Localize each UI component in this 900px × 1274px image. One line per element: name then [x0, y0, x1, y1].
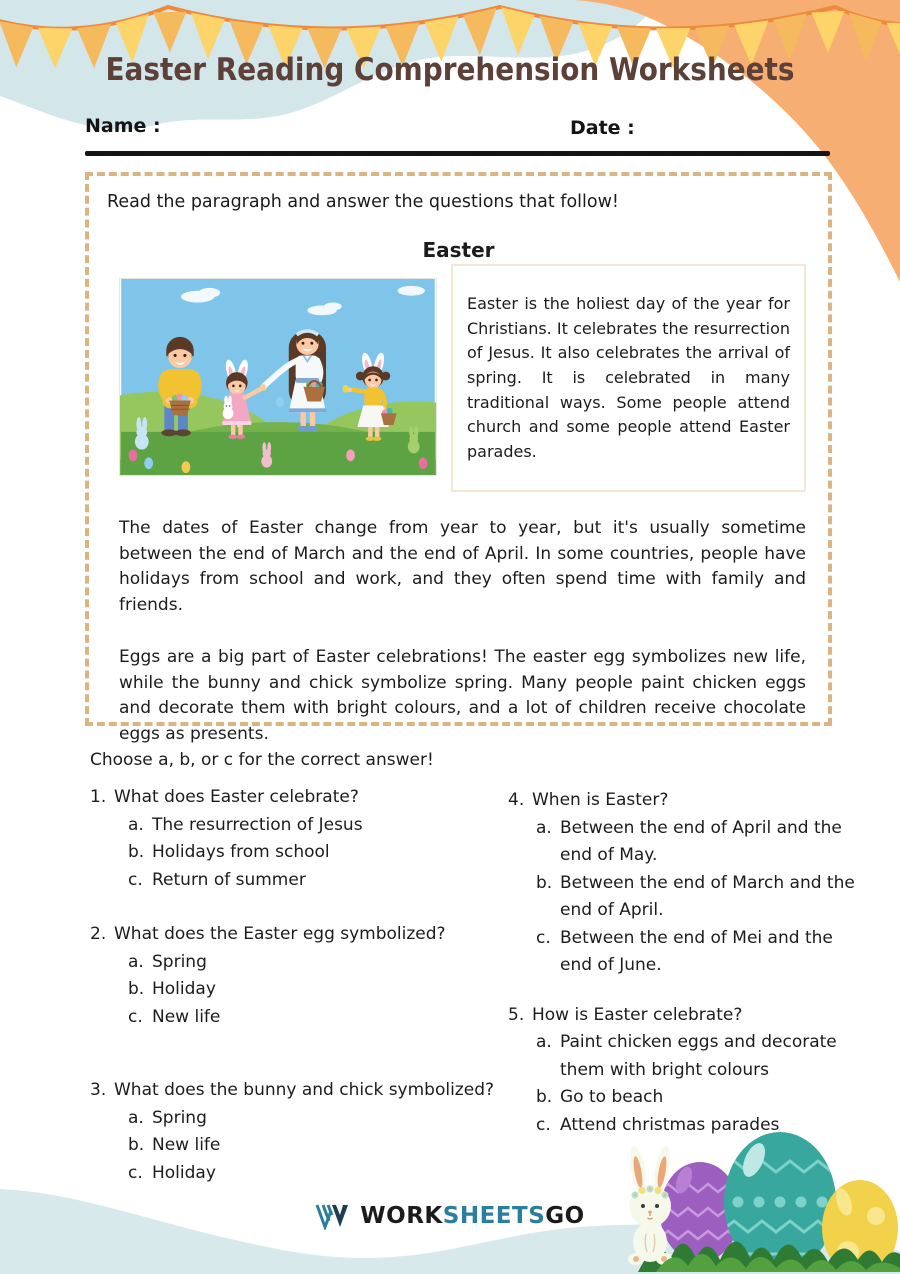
quiz-instruction: Choose a, b, or c for the correct answer!: [90, 750, 434, 770]
question-5-option-a: a. Paint chicken eggs and decorate them with bright colours: [536, 1032, 837, 1080]
passage-row: [119, 278, 806, 492]
question-1-option-a: a. The resurrection of Jesus: [128, 814, 363, 835]
question-1-option-b: b. Holidays from school: [128, 842, 330, 863]
passage-paragraph-2: The dates of Easter change from year to year, but it's usually sometime between the end of March and the end of April. In some countries, people have holidays from school and work, and they often spend time with family and friends.: [119, 518, 806, 615]
question-2-number: 2.: [90, 924, 107, 945]
question-4-option-b: b. Between the end of March and the end of April.: [536, 872, 855, 921]
page-title: Easter Reading Comprehension Worksheets: [105, 52, 795, 88]
question-4-option-a: a. Between the end of April and the end of May.: [536, 817, 842, 866]
question-5-text: How is Easter celebrate?: [532, 1004, 743, 1025]
logo-sheets: SHEETS: [442, 1203, 546, 1229]
question-2: [90, 921, 510, 1031]
passage-heading: Easter: [422, 238, 495, 262]
easter-family-illustration: [119, 278, 437, 476]
name-label: Name :: [85, 115, 161, 137]
reading-passage-box: [85, 172, 832, 744]
worksheetsgo-logo: [0, 1202, 900, 1230]
question-3-text: What does the bunny and chick symbolized?: [114, 1080, 495, 1101]
question-1-number: 1.: [90, 787, 107, 807]
question-2-option-c: c. New life: [128, 1006, 221, 1027]
question-2-option-b: b. Holiday: [128, 979, 216, 1000]
question-2-option-a: a. Spring: [128, 951, 207, 972]
question-3-option-c: c. Holiday: [128, 1162, 216, 1183]
question-1: [90, 784, 510, 894]
question-3-option-b: b. New life: [128, 1135, 221, 1156]
passage-paragraph-3: Eggs are a big part of Easter celebrations! The easter egg symbolizes new life, while the bunny and chick symbolize spring. Many people paint chicken eggs and decorate them with bright colours, and a lot of children receive chocolate eggs as presents.: [119, 647, 806, 744]
header-divider-line: [85, 151, 830, 156]
logo-work: WORK: [360, 1203, 443, 1229]
logo-go: GO: [545, 1203, 585, 1229]
passage-instruction: Read the paragraph and answer the questions that follow!: [107, 192, 619, 212]
quiz-column-right: [508, 787, 858, 1139]
passage-paragraph-1: Easter is the holiest day of the year for Christians. It celebrates the resurrection of Jesus. It also celebrates the arrival of spring. It is celebrated in many traditional ways. Some people attend church and some people attend Easter parades.: [451, 264, 806, 492]
question-5-option-b: b. Go to beach: [536, 1087, 664, 1108]
logo-text: [360, 1203, 584, 1229]
question-5-option-c: c. Attend christmas parades: [536, 1114, 780, 1135]
quiz-column-left: [90, 750, 510, 1187]
question-1-option-c: c. Return of summer: [128, 869, 306, 890]
question-1-text: What does Easter celebrate?: [114, 787, 359, 807]
question-3-number: 3.: [90, 1080, 107, 1101]
easter-scene-image: [120, 279, 436, 475]
date-label: Date :: [570, 117, 635, 139]
question-4-text: When is Easter?: [532, 790, 669, 810]
question-4-option-c: c. Between the end of Mei and the end of June.: [536, 927, 833, 976]
question-2-text: What does the Easter egg symbolized?: [114, 924, 446, 945]
worksheetsgo-w-icon: [315, 1202, 351, 1230]
question-5-number: 5.: [508, 1004, 525, 1025]
question-4: [508, 787, 858, 980]
easter-eggs-bunny-decoration: [608, 1120, 900, 1272]
question-4-number: 4.: [508, 790, 525, 810]
question-3-option-a: a. Spring: [128, 1107, 207, 1128]
question-5: [508, 1002, 858, 1140]
